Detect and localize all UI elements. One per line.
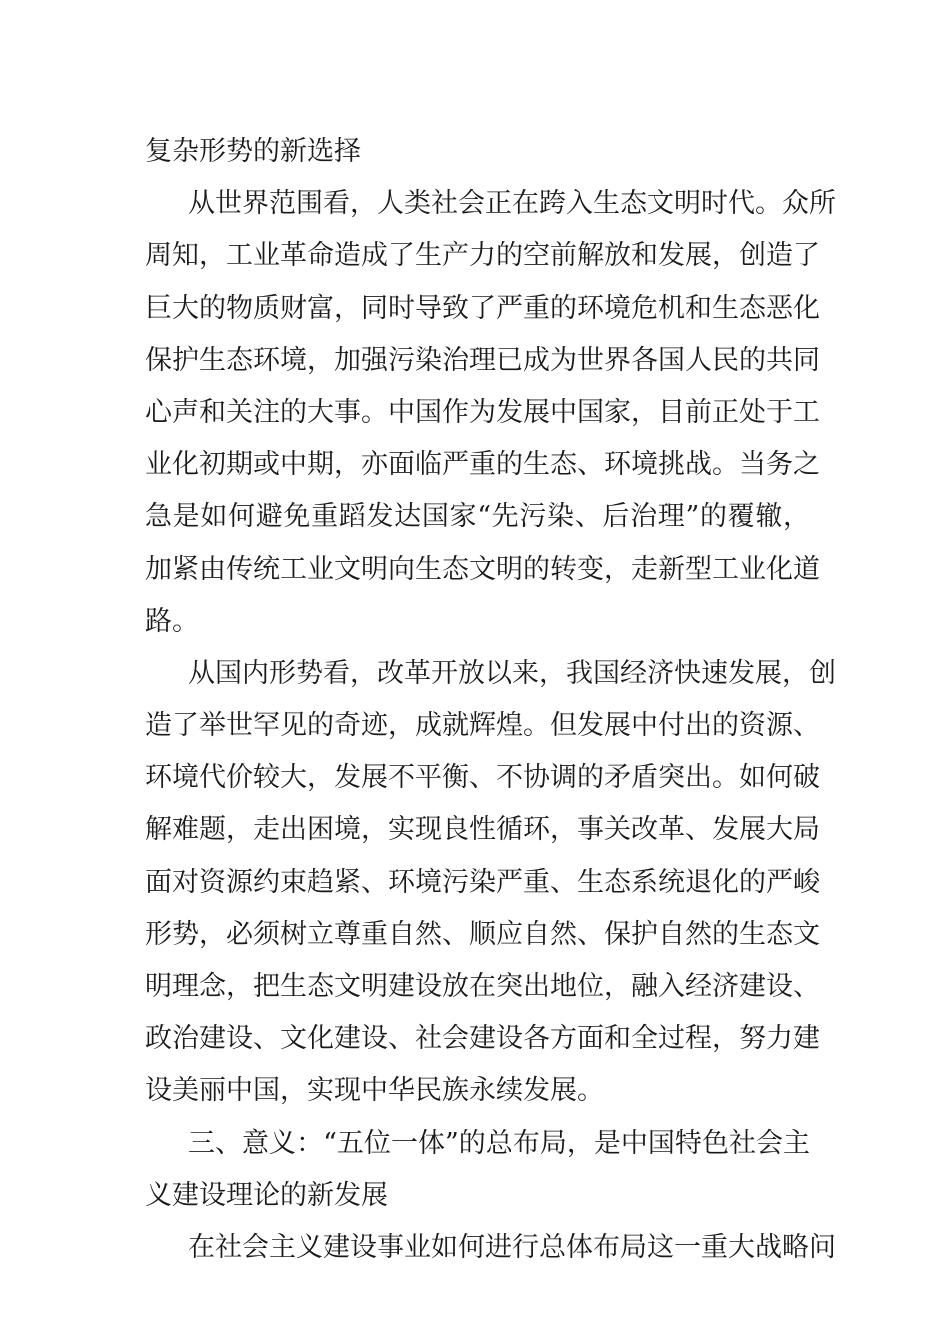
- text-line: 周知，工业革命造成了生产力的空前解放和发展，创造了: [145, 240, 820, 272]
- text-line: 业化初期或中期，亦面临严重的生态、环境挑战。当务之: [145, 449, 820, 481]
- paragraph-start-line: 从国内形势看，改革开放以来，我国经济快速发展，创: [188, 657, 836, 689]
- text-line: 造了举世罕见的奇迹，成就辉煌。但发展中付出的资源、: [145, 710, 820, 742]
- text-line: 心声和关注的大事。中国作为发展中国家，目前正处于工: [145, 396, 820, 428]
- text-line: 设美丽中国，实现中华民族永续发展。: [145, 1075, 604, 1107]
- text-line: 急是如何避免重蹈发达国家“先污染、后治理”的覆辙，: [145, 501, 810, 533]
- text-line: 形势，必须树立尊重自然、顺应自然、保护自然的生态文: [145, 918, 820, 950]
- text-line: 环境代价较大，发展不平衡、不协调的矛盾突出。如何破: [145, 762, 820, 794]
- paragraph-start-line: 在社会主义建设事业如何进行总体布局这一重大战略问: [188, 1231, 836, 1263]
- text-line: 政治建设、文化建设、社会建设各方面和全过程，努力建: [145, 1023, 820, 1055]
- section-heading-line: 义建设理论的新发展: [145, 1179, 388, 1211]
- text-line: 路。: [145, 605, 199, 637]
- text-line: 解难题，走出困境，实现良性循环，事关改革、发展大局: [145, 814, 820, 846]
- text-line: 加紧由传统工业文明向生态文明的转变，走新型工业化道: [145, 553, 820, 585]
- text-line: 巨大的物质财富，同时导致了严重的环境危机和生态恶化: [145, 292, 820, 324]
- text-line: 面对资源约束趋紧、环境污染严重、生态系统退化的严峻: [145, 866, 820, 898]
- body-text: [145, 126, 836, 1274]
- section-heading-line: 三、意义：“五位一体”的总布局，是中国特色社会主: [188, 1127, 810, 1159]
- text-line: 复杂形势的新选择: [145, 136, 361, 167]
- text-line: 保护生态环境，加强污染治理已成为世界各国人民的共同: [145, 344, 820, 376]
- paragraph-start-line: 从世界范围看，人类社会正在跨入生态文明时代。众所: [188, 188, 836, 220]
- text-line: 明理念，把生态文明建设放在突出地位，融入经济建设、: [145, 971, 820, 1002]
